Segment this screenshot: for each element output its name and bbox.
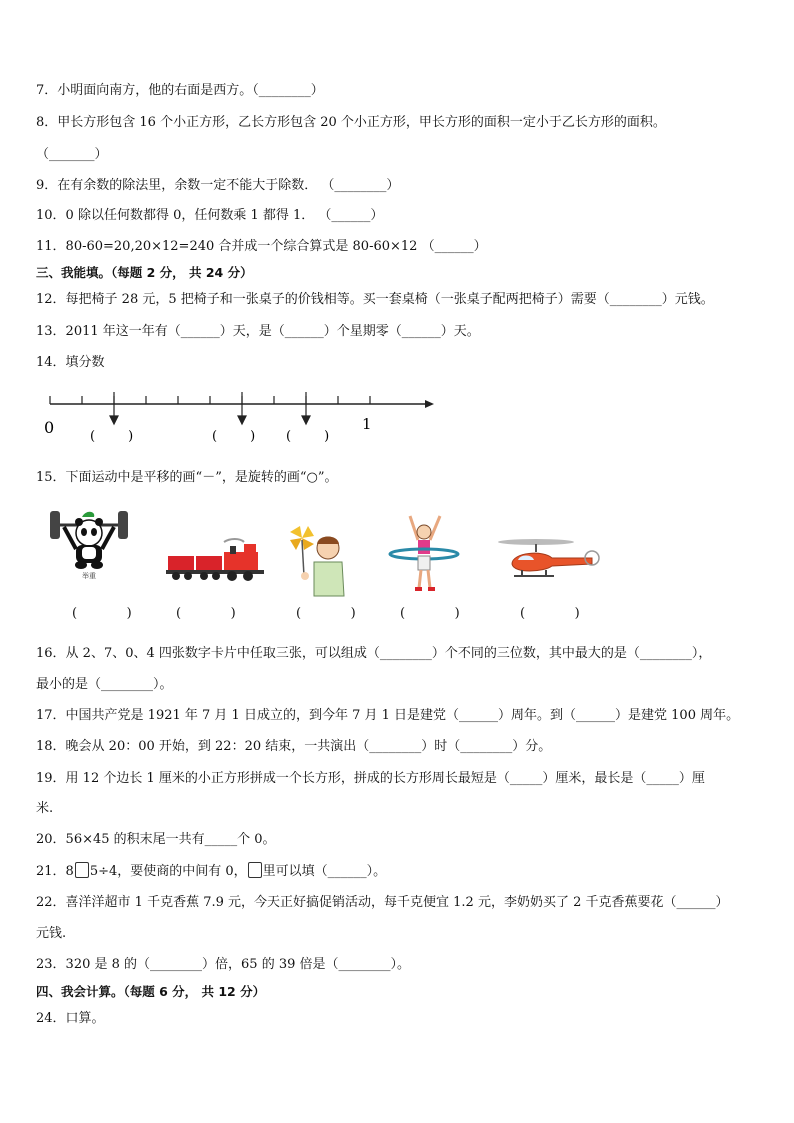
answer-blank-panda[interactable]: ( ) — [72, 606, 132, 621]
panda-caption: 举重 — [82, 572, 96, 580]
question-8: 8．甲长方形包含 16 个小正方形，乙长方形包含 20 个小正方形，甲长方形的面积一定小于乙长方形的面积。 — [36, 115, 666, 130]
question-22: 22．喜洋洋超市 1 千克香蕉 7.9 元，今天正好搞促销活动，每千克便宜 1.2 元，李奶奶买了 2 千克香蕉要花（______） — [36, 895, 729, 910]
arrow-marker-3 — [302, 392, 310, 424]
arrow-marker-1 — [110, 392, 118, 424]
question-19-continued: 米. — [36, 801, 54, 816]
question-13: 13．2011 年这一年有（______）天，是（______）个星期零（______）天。 — [36, 324, 480, 339]
question-23: 23．320 是 8 的（________）倍，65 的 39 倍是（________）。 — [36, 957, 411, 972]
question-18: 18．晚会从 20：00 开始，到 22：20 结束，一共演出（________）时（________）分。 — [36, 739, 552, 754]
weightlifting-panda-icon — [46, 505, 138, 581]
question-24: 24．口算。 — [36, 1011, 105, 1026]
label-one: 1 — [362, 415, 372, 433]
blank-paren-3: ( ) — [286, 429, 330, 444]
question-9: 9．在有余数的除法里，余数一定不能大于除数． （________） — [36, 178, 400, 193]
blank-paren-1: ( ) — [90, 429, 134, 444]
digit-box-2[interactable] — [248, 862, 262, 878]
digit-box-1[interactable] — [75, 862, 89, 878]
question-21-suffix: 里可以填（______）。 — [262, 864, 387, 879]
question-21-prefix: 21．8 — [36, 864, 74, 879]
label-zero: 0 — [44, 418, 55, 437]
question-15: 15．下面运动中是平移的画“－”，是旋转的画“○”。 — [36, 470, 338, 485]
question-11: 11．80-60=20,20×12=240 合并成一个综合算式是 80-60×12 （______） — [36, 239, 487, 254]
question-14: 14．填分数 — [36, 355, 105, 370]
number-line — [40, 384, 440, 448]
answer-blank-helicopter[interactable]: ( ) — [520, 606, 580, 621]
question-16-continued: 最小的是（________）。 — [36, 677, 173, 692]
question-21 — [36, 862, 386, 881]
question-10: 10．0 除以任何数都得 0，任何数乘 1 都得 1． （______） — [36, 208, 384, 223]
blank-paren-2: ( ) — [212, 429, 256, 444]
pinwheel-boy-icon — [286, 518, 348, 598]
arrow-marker-2 — [238, 392, 246, 424]
answer-blank-train[interactable]: ( ) — [176, 606, 236, 621]
question-7: 7．小明面向南方，他的右面是西方。（________） — [36, 83, 324, 98]
helicopter-icon — [496, 534, 600, 584]
section-3-heading: 三、我能填。（每题 2 分， 共 24 分） — [36, 265, 253, 280]
question-12: 12．每把椅子 28 元，5 把椅子和一张桌子的价钱相等。买一套桌椅（一张桌子配两把椅子）需要（________）元钱。 — [36, 292, 714, 307]
question-16: 16．从 2、7、0、4 四张数字卡片中任取三张，可以组成（________）个不同的三位数，其中最大的是（________）， — [36, 646, 712, 661]
answer-blank-hula-hoop[interactable]: ( ) — [400, 606, 460, 621]
question-8-answer: （_______） — [36, 147, 108, 162]
question-17: 17．中国共产党是 1921 年 7 月 1 日成立的，到今年 7 月 1 日是建党（______）周年。到（______）是建党 100 周年。 — [36, 708, 740, 723]
section-4-heading: 四、我会计算。（每题 6 分， 共 12 分） — [36, 984, 266, 999]
question-21-middle: 5÷4，要使商的中间有 0， — [89, 864, 247, 879]
question-22-continued: 元钱. — [36, 926, 67, 941]
answer-blank-pinwheel[interactable]: ( ) — [296, 606, 356, 621]
question-19: 19．用 12 个边长 1 厘米的小正方形拼成一个长方形，拼成的长方形周长最短是（_____）厘米，最长是（_____）厘 — [36, 771, 705, 786]
question-20: 20．56×45 的积末尾一共有_____个 0。 — [36, 832, 276, 847]
toy-train-icon — [164, 538, 268, 582]
hula-hoop-girl-icon — [388, 512, 460, 596]
